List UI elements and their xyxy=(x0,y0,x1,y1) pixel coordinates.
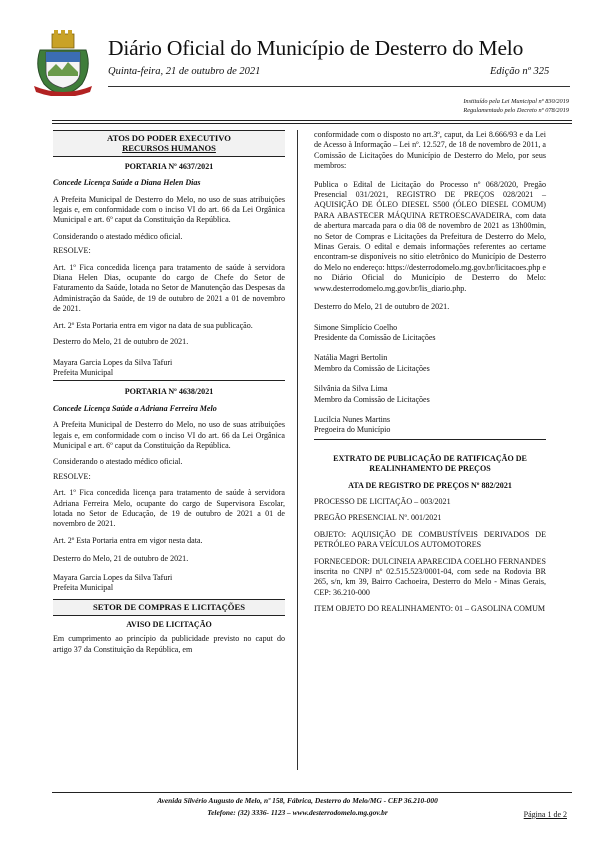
section-header xyxy=(53,599,285,615)
portaria-preamble: A Prefeita Municipal de Desterro do Melo, no uso de suas atribuições legais e, em conformidade com o inciso VI do art. 66 da Lei Orgânica Municipal e art. 6º caput da Constituição da República. xyxy=(53,420,285,450)
portaria-article-2: Art. 2º Esta Portaria entra em vigor na data de sua publicação. xyxy=(53,320,253,330)
signer-role: Prefeita Municipal xyxy=(53,583,114,592)
objeto-text: OBJETO: AQUISIÇÃO DE COMBUSTÍVEIS DERIVADOS DE PETRÓLEO PARA VEÍCULOS AUTOMOTORES xyxy=(314,529,546,550)
signer-name: Natália Magri Bertolin xyxy=(314,353,388,363)
signer-role: Membro da Comissão de Licitações xyxy=(314,363,430,373)
item-text: ITEM OBJETO DO REALINHAMENTO: 01 – GASOLINA COMUM xyxy=(314,604,546,614)
portaria-title: PORTARIA Nº 4638/2021 xyxy=(124,387,214,397)
signer-role: Presidente da Comissão de Licitações xyxy=(314,332,436,342)
legal-note-decree: Regulamentado pelo Decreto nº 078/2019 xyxy=(463,107,569,114)
section-subtitle: RECURSOS HUMANOS xyxy=(122,143,216,154)
fornecedor-text: FORNECEDOR: DULCINEIA APARECIDA COELHO FERNANDES inscrita no CNPJ nº 02.515.523/0001-04, com sede na Rodovia BR 265, s/n, km 39, Bairro Cachoeira, Desterro do Melo - Minas Gerais, CEP: 36.210-000 xyxy=(314,556,546,597)
portaria-subject: Concede Licença Saúde a Diana Helen Dias xyxy=(53,178,201,188)
masthead-title: Diário Oficial do Município de Desterro do Melo xyxy=(108,36,524,60)
footer-address: Avenida Silvério Augusto de Melo, nº 158, Fábrica, Desterro do Melo/MG - CEP 36.210-000 xyxy=(157,796,438,805)
left-column xyxy=(53,130,285,655)
extrato-title: EXTRATO DE PUBLICAÇÃO DE RATIFICAÇÃO DE REALINHAMENTO DE PREÇOS xyxy=(333,453,527,474)
portaria-article-2: Art. 2º Esta Portaria entra em vigor nesta data. xyxy=(53,535,203,545)
signer-name: Silvânia da Silva Lima xyxy=(314,384,388,394)
aviso-title: AVISO DE LICITAÇÃO xyxy=(126,619,212,629)
header-rule xyxy=(108,86,570,87)
section-title: ATOS DO PODER EXECUTIVO xyxy=(107,133,231,143)
portaria-place-date: Desterro do Melo, 21 de outubro de 2021. xyxy=(53,554,189,564)
aviso-publication: Publica o Edital de Licitação do Processo nº 068/2020, Pregão Presencial 031/2021, REGISTRO DE PREÇOS 028/2021 – AQUISIÇÃO DE ÓLEO DIESEL S500 (ÓLEO DIESEL COMUM) PARA ABASTECER MÁQUINA RETROESCAVADEIRA, com data de abertura marcada para o dia 08 de novembro de 2021 as 13h00min, no Setor de Compras e Licitações da Prefeitura de Desterro do Melo, Minas Gerais. O edital e demais informações referentes ao certame encontram-se disponíveis no sítio eletrônico do Município de Desterro do Melo no endereço: https://desterrodomelo.mg.gov.br/licitacoes.php e no Diário Oficial do Município de Desterro do Melo: www.desterrodomelo.mg.gov.br/lis_diario.php. xyxy=(314,179,546,293)
portaria-subject: Concede Licença Saúde a Adriana Ferreira Melo xyxy=(53,403,217,413)
edition-number: Edição nº 325 xyxy=(490,66,550,77)
aviso-continuation: conformidade com o disposto no art.3º, caput, da Lei 8.666/93 e da Lei de Acesso à Informação – Lei nº. 12.527, de 18 de novembro de 2011, a Comissão de Licitações do Município de Desterro do Melo, por seus membros: xyxy=(314,130,546,171)
top-rule xyxy=(52,123,572,124)
signer-role: Prefeita Municipal xyxy=(53,367,114,377)
coat-of-arms-logo xyxy=(30,28,96,96)
top-rule xyxy=(52,120,572,121)
portaria-preamble: A Prefeita Municipal de Desterro do Melo, no uso de suas atribuições legais e, em conformidade com o inciso VI do art. 66 da Lei Orgânica Municipal e art. 6º caput da Constituição da República. xyxy=(53,194,285,225)
footer-rule xyxy=(52,792,572,793)
processo-number: PROCESSO DE LICITAÇÃO – 003/2021 xyxy=(314,496,451,506)
right-column xyxy=(314,130,546,615)
signer-name: Simone Simplício Coelho xyxy=(314,322,398,332)
portaria-article-1: Art. 1º Fica concedida licença para tratamento de saúde à servidora Diana Helen Dias, ocupante do cargo de Chefe do Setor de Faturamento da Saúde, lotada no Setor de Manutenção das Despesas da Administração da Saúde, de 19 de outubro de 2021 a 01 de novembro de 2021. xyxy=(53,262,285,314)
legal-note-law: Instituído pela Lei Municipal nº 830/2019 xyxy=(463,98,569,105)
issue-date: Quinta-feira, 21 de outubro de 2021 xyxy=(108,66,261,77)
portaria-considering: Considerando o atestado médico oficial. xyxy=(53,457,183,467)
aviso-text: Em cumprimento ao princípio da publicidade previsto no caput do artigo 37 da Constituição da República, em xyxy=(53,634,285,654)
section-title: SETOR DE COMPRAS E LICITAÇÕES xyxy=(92,602,245,613)
section-header xyxy=(53,130,285,157)
column-divider xyxy=(297,130,298,770)
portaria-place-date: Desterro do Melo, 21 de outubro de 2021. xyxy=(53,337,189,347)
pregao-number: PREGÃO PRESENCIAL Nº. 001/2021 xyxy=(314,513,442,523)
ata-title: ATA DE REGISTRO DE PREÇOS Nº 882/2021 xyxy=(348,480,512,490)
signer-name: Lucilcia Nunes Martins xyxy=(314,414,390,424)
signer-role: Membro da Comissão de Licitações xyxy=(314,394,430,404)
page-number: Página 1 de 2 xyxy=(523,810,567,819)
signer-role: Pregoeira do Município xyxy=(314,425,391,435)
portaria-considering: Considerando o atestado médico oficial. xyxy=(53,231,183,241)
signer-name: Mayara Garcia Lopes da Silva Tafuri xyxy=(53,572,173,582)
signer-name: Mayara Garcia Lopes da Silva Tafuri xyxy=(53,357,173,367)
portaria-resolve: RESOLVE: xyxy=(53,471,91,481)
aviso-place-date: Desterro do Melo, 21 de outubro de 2021. xyxy=(314,302,450,312)
portaria-article-1: Art. 1º Fica concedida licença para tratamento de saúde à servidora Adriana Ferreira Melo, ocupante do cargo de Supervisora Escolar, lotada no Setor de Educação, de 19 de outubro de 2021 a 01 de novembro de 2021. xyxy=(53,488,285,529)
portaria-resolve: RESOLVE: xyxy=(53,246,91,256)
footer-contact: Telefone: (32) 3336- 1123 – www.desterrodomelo.mg.gov.br xyxy=(207,808,388,817)
portaria-title: PORTARIA Nº 4637/2021 xyxy=(124,161,214,171)
